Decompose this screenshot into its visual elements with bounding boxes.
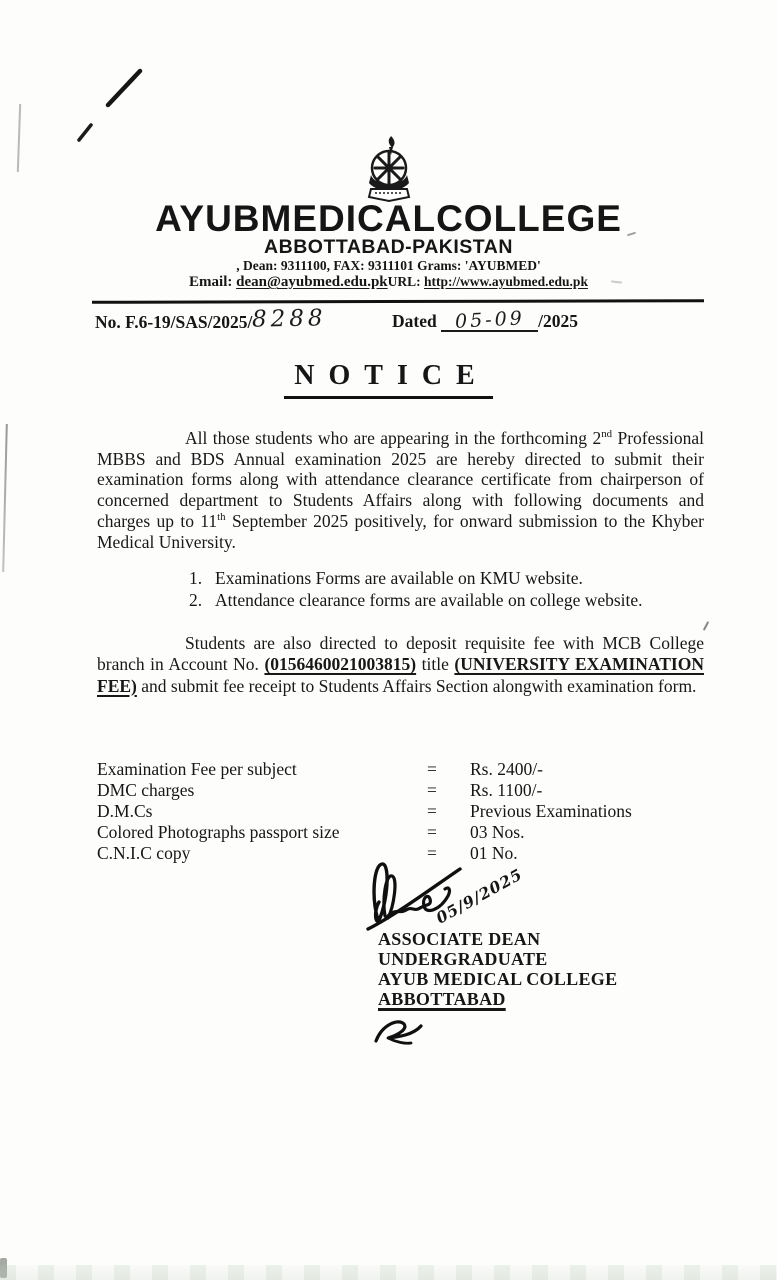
college-crest-icon: [351, 135, 427, 207]
dated-field: [392, 308, 578, 332]
para1-superscript: nd: [601, 428, 613, 441]
fee-equals: =: [427, 800, 437, 821]
para2-text: Students are also directed to deposit requisite fee with MCB College branch in Account No.: [97, 633, 704, 675]
list-text: Examinations Forms are available on KMU website.: [215, 568, 583, 588]
signatory-city: ABBOTTABAD: [378, 989, 506, 1009]
body-paragraph-2: [97, 633, 704, 697]
reference-number: [95, 305, 328, 334]
reference-number-handwritten: 8288: [252, 305, 328, 333]
fee-row: [97, 822, 677, 843]
fee-value: Previous Examinations: [470, 800, 632, 821]
list-number: 1.: [189, 568, 203, 588]
website-url: http://www.ayubmed.edu.pk: [424, 274, 588, 289]
pen-checkmark-icon: [60, 55, 170, 155]
signature-date: 05/9/2025: [432, 864, 526, 928]
handwritten-signature-icon: [352, 854, 567, 936]
fee-row: [97, 780, 677, 801]
fee-value: 03 Nos.: [470, 821, 525, 842]
dated-label: Dated: [392, 311, 442, 331]
date-year: /2025: [538, 311, 578, 331]
signatory-institution: AYUB MEDICAL COLLEGE: [378, 969, 618, 989]
para1-superscript: th: [217, 510, 226, 523]
para1-text: All those students who are appearing in the forthcoming 2: [185, 428, 602, 448]
list-number: 2.: [189, 590, 203, 611]
signatory-department: UNDERGRADUATE: [378, 949, 548, 969]
fee-equals: =: [427, 821, 437, 842]
account-title: (UNIVERSITY EXAMINATION FEE): [97, 654, 704, 696]
fee-equals: =: [427, 842, 437, 863]
scan-artifact-line: [17, 104, 21, 172]
requirements-list: [189, 567, 643, 612]
fee-table: [97, 759, 677, 864]
fee-value: Rs. 2400/-: [470, 759, 543, 779]
email-address: dean@ayubmed.edu.pk: [236, 274, 388, 290]
college-crest-logo: [351, 135, 427, 207]
signatory-block: [378, 929, 617, 1009]
scan-edge-band: [0, 1265, 777, 1280]
para2-text: and submit fee receipt to Students Affairs Section alongwith examination form.: [136, 675, 697, 696]
fee-row: [97, 759, 677, 780]
fee-label: Examination Fee per subject: [97, 759, 297, 779]
org-contact-line: , Dean: 9311100, FAX: 9311101 Grams: 'AYUBMED': [236, 258, 541, 273]
scan-artifact-line: [2, 424, 8, 572]
body-paragraph-1: [97, 428, 704, 552]
notice-heading: NOTICE: [284, 360, 492, 399]
email-label: Email:: [189, 274, 237, 290]
para2-text: title: [416, 654, 455, 675]
para1-text: September 2025 positively, for onward submission to the Khyber Medical University.: [97, 510, 704, 552]
fee-label: DMC charges: [97, 779, 195, 800]
signatory-title: ASSOCIATE DEAN: [378, 929, 541, 949]
horizontal-rule: [92, 299, 704, 304]
org-title: AYUBMEDICALCOLLEGE: [155, 198, 622, 239]
scan-speck: [703, 621, 709, 631]
fee-value: 01 No.: [470, 842, 518, 863]
date-handwritten: 05-09: [454, 307, 526, 333]
url-label: URL:: [387, 274, 425, 289]
fee-label: D.M.Cs: [97, 800, 153, 821]
fee-label: Colored Photographs passport size: [97, 821, 340, 842]
list-text: Attendance clearance forms are available on college website.: [215, 590, 643, 611]
para1-text: Professional MBBS and BDS Annual examination 2025 are hereby directed to submit their examination forms along with attendance clearance certificate from chairperson of concerned department to Students Affairs along with following documents and charges up to 11: [97, 428, 704, 531]
account-number: (0156460021003815): [264, 654, 417, 675]
org-email-line: [0, 272, 777, 292]
reference-number-printed: No. F.6-19/SAS/2025/: [95, 312, 253, 332]
fee-equals: =: [427, 779, 437, 800]
fee-row: [97, 801, 677, 822]
fee-value: Rs. 1100/-: [470, 779, 543, 800]
list-item: [189, 589, 643, 611]
fee-equals: =: [427, 759, 437, 779]
list-item: [189, 567, 643, 589]
date-underline: [441, 308, 538, 332]
org-subtitle: ABBOTTABAD-PAKISTAN: [264, 236, 513, 258]
initial-flourish-icon: [370, 1013, 428, 1051]
fee-label: C.N.I.C copy: [97, 842, 191, 863]
notice-heading-wrap: [0, 360, 777, 399]
